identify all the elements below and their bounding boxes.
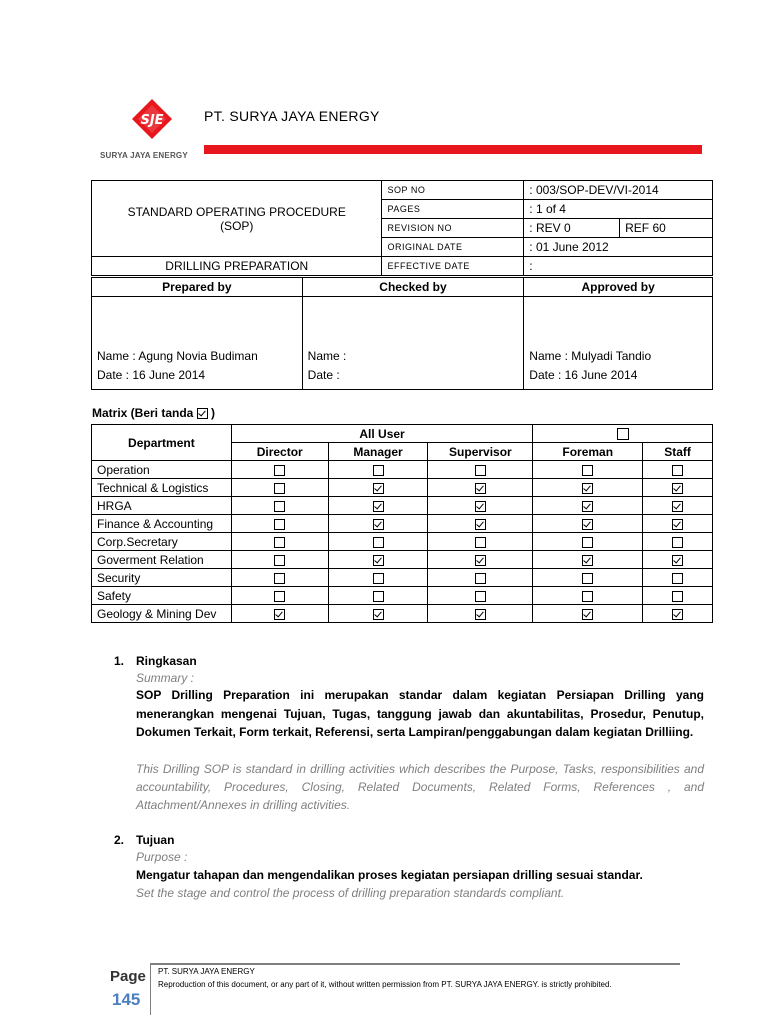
section-2-text-id: Mengatur tahapan dan mengendalikan proses kegiatan persiapan drilling sesuai standar. bbox=[136, 868, 643, 882]
matrix-cell bbox=[428, 587, 533, 605]
matrix-row bbox=[92, 533, 713, 551]
matrix-cell bbox=[428, 569, 533, 587]
checkbox-unchecked[interactable] bbox=[274, 555, 285, 566]
checkbox-checked[interactable] bbox=[672, 555, 683, 566]
matrix-cell bbox=[643, 569, 713, 587]
matrix-col-foreman: Foreman bbox=[533, 443, 643, 461]
original-date-value: : 01 June 2012 bbox=[524, 238, 713, 257]
section-2-title: Tujuan bbox=[136, 833, 175, 847]
checkbox-unchecked[interactable] bbox=[373, 537, 384, 548]
prepared-date: Date : 16 June 2014 bbox=[97, 368, 206, 382]
checkbox-unchecked[interactable] bbox=[274, 537, 285, 548]
effective-date-label: EFFECTIVE DATE bbox=[382, 257, 524, 276]
approved-by-header: Approved by bbox=[524, 278, 713, 297]
checkbox-checked[interactable] bbox=[672, 519, 683, 530]
checkbox-checked[interactable] bbox=[582, 519, 593, 530]
prepared-cell bbox=[92, 297, 303, 390]
matrix-cell bbox=[533, 605, 643, 623]
matrix-cell bbox=[533, 551, 643, 569]
matrix-cell bbox=[533, 587, 643, 605]
checkbox-checked[interactable] bbox=[274, 609, 285, 620]
doc-type-cell bbox=[92, 181, 382, 257]
prepared-by-header: Prepared by bbox=[92, 278, 303, 297]
checkbox-checked[interactable] bbox=[373, 483, 384, 494]
effective-date-value: : bbox=[524, 257, 713, 276]
matrix-row bbox=[92, 605, 713, 623]
matrix-cell bbox=[328, 551, 428, 569]
logo-caption: SURYA JAYA ENERGY bbox=[100, 151, 188, 160]
matrix-row bbox=[92, 515, 713, 533]
department-name: Corp.Secretary bbox=[92, 533, 232, 551]
matrix-cell bbox=[231, 461, 328, 479]
doc-title: DRILLING PREPARATION bbox=[92, 257, 382, 276]
checkbox-checked[interactable] bbox=[672, 609, 683, 620]
checkbox-unchecked[interactable] bbox=[373, 573, 384, 584]
header-red-bar bbox=[204, 145, 702, 154]
checkbox-checked[interactable] bbox=[475, 519, 486, 530]
matrix-cell bbox=[328, 569, 428, 587]
checkbox-checked[interactable] bbox=[582, 609, 593, 620]
checkbox-checked[interactable] bbox=[373, 609, 384, 620]
approved-name: Name : Mulyadi Tandio bbox=[529, 349, 652, 363]
matrix-cell bbox=[643, 515, 713, 533]
matrix-cell bbox=[328, 605, 428, 623]
section-2-number: 2. bbox=[114, 833, 125, 847]
matrix-col-staff: Staff bbox=[643, 443, 713, 461]
matrix-col-manager: Manager bbox=[328, 443, 428, 461]
section-1-text-en: This Drilling SOP is standard in drilling activities which describes the Purpose, Tasks, responsibilities and accountability, Procedures, Closing, Related Documents, Related Forms, References , and Attachment/Annexes in drilling activities. bbox=[136, 762, 704, 812]
section-1-text-id: SOP Drilling Preparation ini merupakan standar dalam kegiatan Persiapan Drilling yang menerangkan mengenai Tujuan, Tugas, tanggung jawab dan akuntabilitas, Prosedur, Penutup, Dokumen Terkait, Form terkait, Referensi, serta Lampiran/penggabungan dalam kegiatan Drilliing. bbox=[136, 688, 704, 739]
matrix-cell bbox=[231, 533, 328, 551]
checkbox-unchecked[interactable] bbox=[475, 537, 486, 548]
checkbox-checked[interactable] bbox=[582, 483, 593, 494]
svg-text:SJE: SJE bbox=[140, 113, 164, 128]
department-header: Department bbox=[92, 425, 232, 461]
checkbox-unchecked[interactable] bbox=[672, 573, 683, 584]
matrix-row bbox=[92, 569, 713, 587]
checkbox-checked[interactable] bbox=[373, 555, 384, 566]
checkbox-unchecked[interactable] bbox=[274, 519, 285, 530]
matrix-cell bbox=[231, 587, 328, 605]
checkbox-unchecked[interactable] bbox=[475, 573, 486, 584]
checkbox-checked[interactable] bbox=[475, 609, 486, 620]
all-user-header: All User bbox=[231, 425, 533, 443]
matrix-cell bbox=[428, 533, 533, 551]
doc-type-line2: (SOP) bbox=[220, 218, 254, 233]
matrix-cell bbox=[231, 569, 328, 587]
checkbox-checked[interactable] bbox=[672, 483, 683, 494]
checked-date: Date : bbox=[307, 368, 340, 382]
matrix-cell bbox=[231, 497, 328, 515]
checkbox-checked[interactable] bbox=[672, 501, 683, 512]
matrix-cell bbox=[231, 515, 328, 533]
matrix-cell bbox=[428, 605, 533, 623]
footer-rule bbox=[150, 963, 680, 965]
matrix-cell bbox=[231, 479, 328, 497]
matrix-cell bbox=[328, 533, 428, 551]
sop-no-label: SOP NO bbox=[382, 181, 524, 200]
checkbox-unchecked[interactable] bbox=[582, 591, 593, 602]
matrix-cell bbox=[428, 551, 533, 569]
section-1-number: 1. bbox=[114, 654, 125, 668]
department-name: Finance & Accounting bbox=[92, 515, 232, 533]
department-name: Operation bbox=[92, 461, 232, 479]
checkbox-unchecked[interactable] bbox=[274, 483, 285, 494]
checkbox-checked[interactable] bbox=[373, 501, 384, 512]
checkbox-unchecked[interactable] bbox=[274, 501, 285, 512]
section-2-text-en: Set the stage and control the process of drilling preparation standards compliant. bbox=[136, 886, 565, 900]
company-logo bbox=[98, 97, 198, 165]
department-name: Technical & Logistics bbox=[92, 479, 232, 497]
matrix-cell bbox=[428, 479, 533, 497]
checkbox-checked[interactable] bbox=[475, 483, 486, 494]
checkbox-unchecked[interactable] bbox=[475, 591, 486, 602]
department-name: HRGA bbox=[92, 497, 232, 515]
checked-name: Name : bbox=[307, 349, 347, 363]
matrix-title bbox=[92, 406, 215, 420]
matrix-cell bbox=[428, 515, 533, 533]
matrix-cell bbox=[643, 461, 713, 479]
matrix-cell bbox=[428, 461, 533, 479]
page-label: Page bbox=[110, 968, 146, 985]
checkbox-unchecked[interactable] bbox=[672, 537, 683, 548]
matrix-cell bbox=[643, 479, 713, 497]
revision-label: REVISION NO bbox=[382, 219, 524, 238]
checkbox-checked[interactable] bbox=[582, 501, 593, 512]
prepared-name: Name : Agung Novia Budiman bbox=[97, 349, 258, 363]
department-name: Safety bbox=[92, 587, 232, 605]
matrix-cell bbox=[533, 479, 643, 497]
matrix-row bbox=[92, 551, 713, 569]
matrix-row bbox=[92, 461, 713, 479]
matrix-row bbox=[92, 497, 713, 515]
checkbox-unchecked[interactable] bbox=[373, 591, 384, 602]
checkbox-unchecked[interactable] bbox=[582, 537, 593, 548]
department-name: Goverment Relation bbox=[92, 551, 232, 569]
distribution-matrix bbox=[91, 424, 713, 623]
pages-value: : 1 of 4 bbox=[524, 200, 713, 219]
matrix-cell bbox=[328, 461, 428, 479]
matrix-cell bbox=[533, 461, 643, 479]
matrix-cell bbox=[533, 515, 643, 533]
doc-type-line1: STANDARD OPERATING PROCEDURE bbox=[127, 204, 346, 219]
matrix-row bbox=[92, 479, 713, 497]
checkbox-unchecked[interactable] bbox=[274, 465, 285, 476]
ref-value: REF 60 bbox=[620, 219, 713, 238]
department-name: Geology & Mining Dev bbox=[92, 605, 232, 623]
checkbox-unchecked[interactable] bbox=[274, 591, 285, 602]
checkbox-unchecked[interactable] bbox=[672, 591, 683, 602]
checkbox-unchecked[interactable] bbox=[672, 465, 683, 476]
checkbox-unchecked[interactable] bbox=[582, 465, 593, 476]
footer-notice: Reproduction of this document, or any part of it, without written permission from PT. SURYA JAYA ENERGY. is strictly prohibited. bbox=[158, 980, 612, 989]
matrix-col-director: Director bbox=[231, 443, 328, 461]
checkbox-unchecked[interactable] bbox=[373, 465, 384, 476]
matrix-cell bbox=[231, 551, 328, 569]
company-title: PT. SURYA JAYA ENERGY bbox=[204, 108, 380, 124]
matrix-cell bbox=[428, 497, 533, 515]
matrix-cell bbox=[533, 533, 643, 551]
approved-cell bbox=[524, 297, 713, 390]
checkbox-checked[interactable] bbox=[582, 555, 593, 566]
pages-label: PAGES bbox=[382, 200, 524, 219]
matrix-title-text: Matrix (Beri tanda bbox=[92, 406, 194, 420]
checkbox-checked[interactable] bbox=[373, 519, 384, 530]
matrix-cell bbox=[328, 497, 428, 515]
original-date-label: ORIGINAL DATE bbox=[382, 238, 524, 257]
matrix-row bbox=[92, 587, 713, 605]
matrix-cell bbox=[533, 569, 643, 587]
page-number: 145 bbox=[112, 990, 141, 1009]
checked-by-header: Checked by bbox=[302, 278, 524, 297]
all-user-checkbox-cell bbox=[533, 425, 713, 443]
matrix-cell bbox=[533, 497, 643, 515]
all-user-checkbox[interactable] bbox=[617, 428, 629, 440]
matrix-cell bbox=[328, 479, 428, 497]
approved-date: Date : 16 June 2014 bbox=[529, 368, 638, 382]
matrix-cell bbox=[643, 605, 713, 623]
matrix-cell bbox=[328, 587, 428, 605]
matrix-cell bbox=[328, 515, 428, 533]
sop-no-value: : 003/SOP-DEV/VI-2014 bbox=[524, 181, 713, 200]
section-2-subtitle: Purpose : bbox=[136, 850, 188, 864]
department-name: Security bbox=[92, 569, 232, 587]
matrix-cell bbox=[643, 497, 713, 515]
checkbox-checked[interactable] bbox=[475, 501, 486, 512]
matrix-cell bbox=[643, 587, 713, 605]
section-1-subtitle: Summary : bbox=[136, 671, 195, 685]
checkbox-unchecked[interactable] bbox=[475, 465, 486, 476]
matrix-title-end: ) bbox=[211, 406, 216, 420]
footer-divider bbox=[150, 963, 151, 1015]
matrix-cell bbox=[231, 605, 328, 623]
checkbox-unchecked[interactable] bbox=[274, 573, 285, 584]
checkbox-checked-icon bbox=[197, 408, 208, 419]
checkbox-checked[interactable] bbox=[475, 555, 486, 566]
section-1-title: Ringkasan bbox=[136, 654, 197, 668]
footer-company: PT. SURYA JAYA ENERGY bbox=[158, 967, 255, 976]
checkbox-unchecked[interactable] bbox=[582, 573, 593, 584]
checked-cell bbox=[302, 297, 524, 390]
matrix-col-supervisor: Supervisor bbox=[428, 443, 533, 461]
matrix-cell bbox=[643, 551, 713, 569]
matrix-cell bbox=[643, 533, 713, 551]
document-info-table bbox=[91, 180, 713, 276]
revision-value: : REV 0 bbox=[524, 219, 620, 238]
signature-table bbox=[91, 277, 713, 390]
